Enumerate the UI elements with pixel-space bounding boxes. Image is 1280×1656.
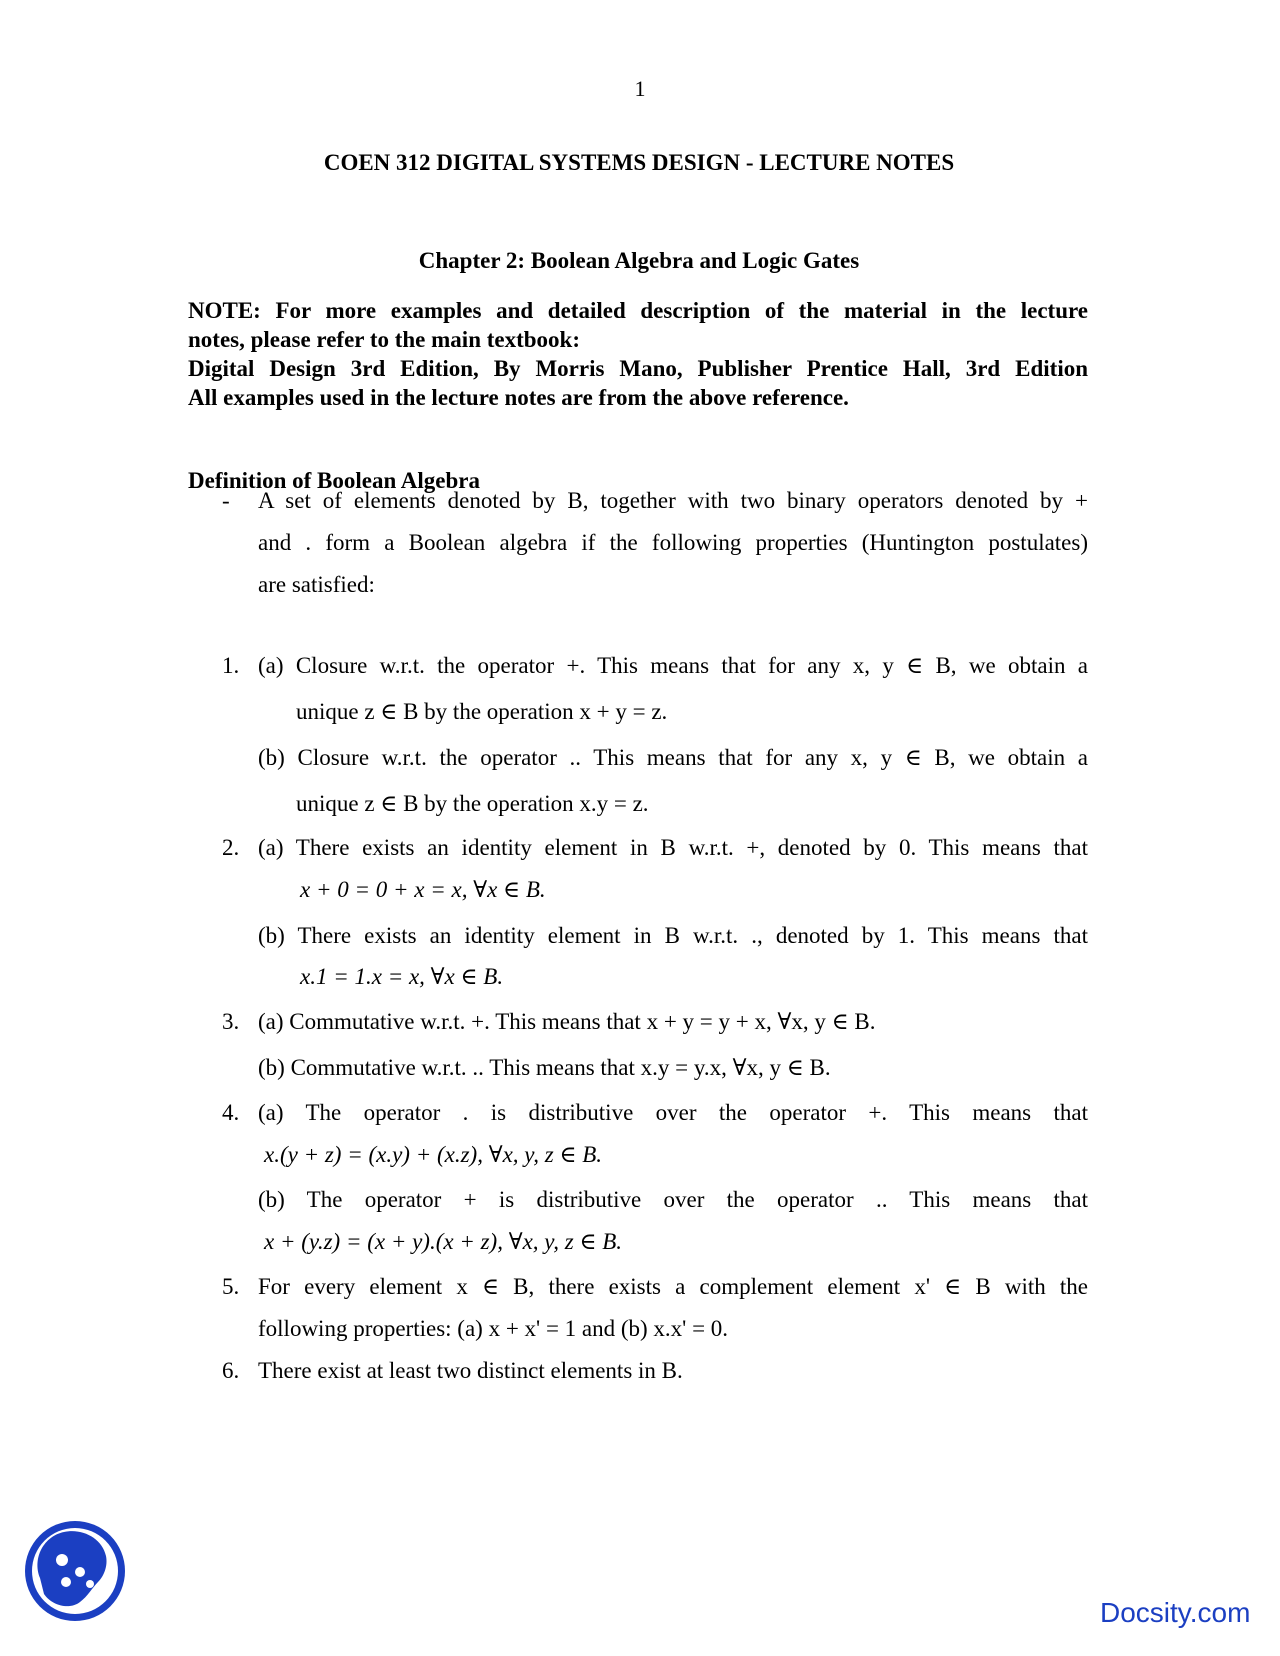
intro-line: are satisfied: (258, 572, 375, 597)
postulate-2b-formula: x.1 = 1.x = x, ∀x ∈ B. (300, 964, 504, 989)
postulate-2a-line: (a) There exists an identity element in B w.r.t. +, denoted by 0. This means that (258, 835, 1088, 860)
chapter-title: Chapter 2: Boolean Algebra and Logic Gates (418, 248, 860, 273)
postulate-1a-formula: unique z ∈ B by the operation x + y = z. (296, 699, 668, 724)
list-number: 2. (222, 835, 240, 860)
note-block (188, 296, 1088, 412)
note-line: NOTE: For more examples and detailed description of the material in the lecture (188, 298, 1088, 323)
list-number: 6. (222, 1358, 240, 1383)
docsity-ladybug-logo-icon[interactable] (22, 1518, 128, 1624)
postulate-3b-line: (b) Commutative w.r.t. .. This means that x.y = y.x, ∀x, y ∈ B. (258, 1055, 831, 1080)
docsity-brand-link[interactable]: Docsity.com (1100, 1597, 1251, 1628)
postulate-1b-formula: unique z ∈ B by the operation x.y = z. (296, 791, 649, 816)
postulate-4b-formula: x + (y.z) = (x + y).(x + z), ∀x, y, z ∈ B. (264, 1229, 623, 1254)
postulate-3a-line: (a) Commutative w.r.t. +. This means that x + y = y + x, ∀x, y ∈ B. (258, 1009, 876, 1034)
postulate-1b-line: (b) Closure w.r.t. the operator .. This means that for any x, y ∈ B, we obtain a (258, 745, 1088, 770)
note-line: All examples used in the lecture notes are from the above reference. (188, 385, 849, 410)
note-line: notes, please refer to the main textbook: (188, 327, 580, 352)
section-heading: Definition of Boolean Algebra (188, 468, 480, 493)
postulate-4a-formula: x.(y + z) = (x.y) + (x.z), ∀x, y, z ∈ B. (264, 1142, 603, 1167)
postulate-2a-formula: x + 0 = 0 + x = x, ∀x ∈ B. (300, 877, 546, 902)
page-number: 1 (634, 76, 646, 101)
list-number: 3. (222, 1009, 240, 1034)
intro-line: and . form a Boolean algebra if the following properties (Huntington postulates) (258, 530, 1088, 555)
postulate-5-line: For every element x ∈ B, there exists a complement element x' ∈ B with the (258, 1274, 1088, 1299)
note-line: Digital Design 3rd Edition, By Morris Mano, Publisher Prentice Hall, 3rd Edition (188, 356, 1088, 381)
list-number: 5. (222, 1274, 240, 1299)
list-number: 1. (222, 653, 240, 678)
postulate-4b-line: (b) The operator + is distributive over the operator .. This means that (258, 1187, 1088, 1212)
bullet-dash: - (222, 488, 230, 513)
postulate-2b-line: (b) There exists an identity element in B w.r.t. ., denoted by 1. This means that (258, 923, 1088, 948)
list-number: 4. (222, 1100, 240, 1125)
postulate-4a-line: (a) The operator . is distributive over the operator +. This means that (258, 1100, 1088, 1125)
postulate-1a-line: (a) Closure w.r.t. the operator +. This means that for any x, y ∈ B, we obtain a (258, 653, 1088, 678)
postulate-5-line: following properties: (a) x + x' = 1 and (b) x.x' = 0. (258, 1316, 729, 1341)
intro-line: A set of elements denoted by B, together with two binary operators denoted by + (258, 488, 1088, 513)
postulate-6-line: There exist at least two distinct elements in B. (258, 1358, 683, 1383)
document-title: COEN 312 DIGITAL SYSTEMS DESIGN - LECTURE NOTES (323, 150, 955, 175)
